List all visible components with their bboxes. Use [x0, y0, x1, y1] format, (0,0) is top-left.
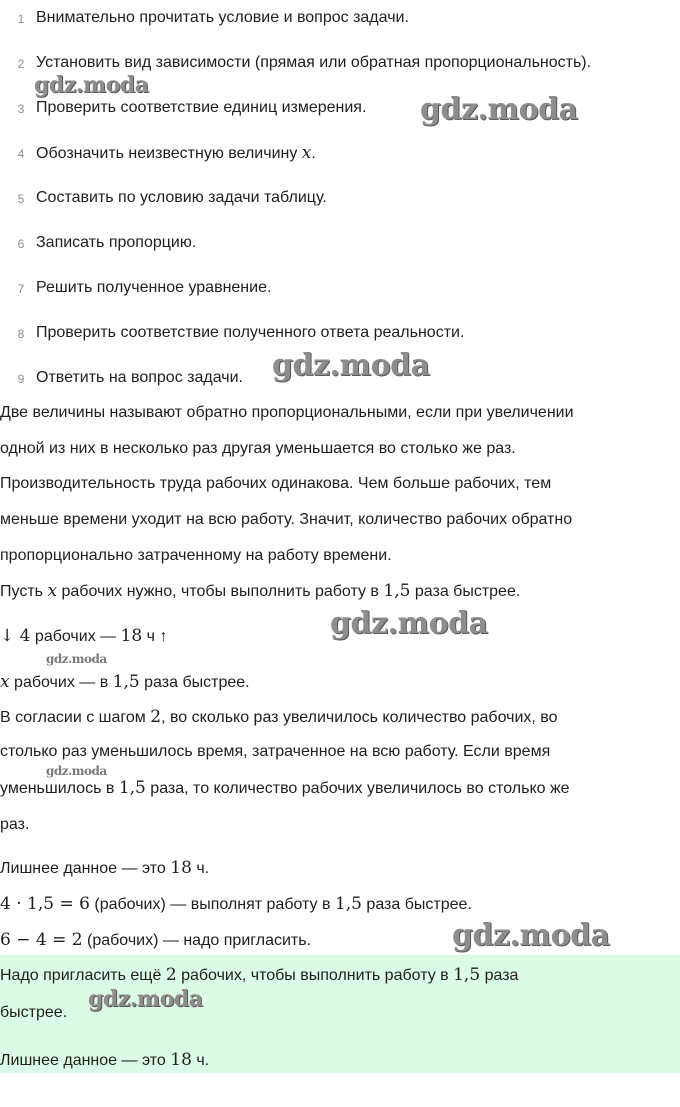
definition-line: одной из них в несколько раз другая уменьшается во столько же раз.	[0, 440, 516, 457]
explanation-line: меньше времени уходит на всю работу. Значит, количество рабочих обратно	[0, 511, 573, 528]
calculation-line	[0, 928, 311, 953]
explanation-line: пропорционально затраченному на работу времени.	[0, 547, 392, 564]
step-text: Составить по условию задачи таблицу.	[36, 189, 327, 206]
step-number: 2	[17, 57, 25, 71]
text: уменьшилось в	[0, 780, 119, 797]
text: Лишнее данное — это	[0, 1052, 171, 1069]
math-number: 18	[170, 858, 192, 878]
step-item	[0, 96, 680, 120]
text: рабочих, чтобы выполнить работу в	[176, 967, 454, 984]
step-number: 5	[17, 192, 25, 206]
math-number: 1,5	[112, 672, 140, 692]
watermark: gdz.moda	[34, 72, 149, 98]
step-number: 3	[17, 102, 25, 116]
watermark: gdz.moda	[46, 764, 107, 778]
step-text-main: Обозначить неизвестную величину	[36, 145, 302, 162]
table-row-2	[0, 670, 250, 695]
watermark: gdz.moda	[420, 92, 578, 127]
step-item	[0, 141, 680, 165]
text: рабочих нужно, чтобы выполнить работу в	[57, 583, 384, 600]
math-number: 1,5	[334, 894, 362, 914]
definition-line: Две величины называют обратно пропорциональными, если при увеличении	[0, 404, 574, 421]
text: ч ↑	[142, 628, 168, 645]
text: раза быстрее.	[410, 583, 521, 600]
math-number: 1,5	[383, 581, 411, 601]
watermark: gdz.moda	[272, 348, 430, 383]
math-number: 1,5	[453, 965, 481, 985]
step-number: 1	[17, 12, 25, 26]
step-text: Решить полученное уравнение.	[36, 279, 272, 296]
step-text	[36, 141, 316, 166]
reasoning-line: раз.	[0, 816, 30, 833]
step-text: Установить вид зависимости (прямая или обратная пропорциональность).	[36, 54, 592, 71]
math-number: 18	[120, 626, 143, 646]
step-number: 7	[17, 282, 25, 296]
reasoning-line	[0, 705, 558, 730]
text: раза быстрее.	[139, 674, 250, 691]
step-text: Внимательно прочитать условие и вопрос задачи.	[36, 9, 409, 26]
text: Лишнее данное — это	[0, 860, 171, 877]
extra-data-line	[0, 856, 209, 881]
watermark: gdz.moda	[46, 652, 107, 666]
reasoning-line	[0, 776, 570, 801]
text: раза быстрее.	[361, 896, 472, 913]
text: рабочих —	[30, 628, 121, 645]
math-variable: x	[0, 672, 10, 692]
math-number: 2	[165, 965, 177, 985]
reasoning-line: столько раз уменьшилось время, затраченное на всю работу. Если время	[0, 743, 551, 760]
step-item	[0, 6, 680, 30]
math-expression: 6 − 4 = 2	[0, 930, 83, 950]
table-row-1	[0, 624, 167, 649]
text: В согласии с шагом	[0, 709, 151, 726]
text: ч.	[191, 860, 210, 877]
answer-extra-line	[0, 1048, 209, 1073]
watermark: gdz.moda	[330, 606, 488, 641]
step-number: 6	[17, 237, 25, 251]
step-text: Проверить соответствие единиц измерения.	[36, 99, 367, 116]
math-variable: x	[47, 581, 58, 601]
step-item	[0, 276, 680, 300]
calculation-line	[0, 892, 472, 917]
text: (рабочих) — надо пригласить.	[82, 932, 312, 949]
text: ч.	[191, 1052, 210, 1069]
let-statement	[0, 579, 520, 604]
math-number: 2	[150, 707, 162, 727]
step-text-tail: .	[311, 145, 316, 162]
step-number: 4	[17, 147, 25, 161]
text: раза	[480, 967, 519, 984]
step-number: 8	[17, 327, 25, 341]
answer-block	[0, 955, 680, 1073]
watermark: gdz.moda	[88, 986, 203, 1012]
text: Надо пригласить ещё	[0, 967, 166, 984]
text: рабочих — в	[9, 674, 113, 691]
text: раза, то количество рабочих увеличилось во столько же	[145, 780, 570, 797]
answer-line: быстрее.	[0, 1004, 68, 1021]
step-item	[0, 186, 680, 210]
math-number: ↓ 4	[0, 626, 31, 646]
math-expression: 4 · 1,5 = 6	[0, 894, 90, 914]
math-number: 1,5	[118, 778, 146, 798]
step-number: 9	[17, 372, 25, 386]
watermark: gdz.moda	[452, 918, 610, 953]
math-variable: x	[301, 143, 312, 163]
step-item	[0, 231, 680, 255]
answer-line	[0, 963, 518, 988]
step-text: Записать пропорцию.	[36, 234, 197, 251]
math-number: 18	[170, 1050, 192, 1070]
text: Пусть	[0, 583, 48, 600]
step-text: Проверить соответствие полученного ответа реальности.	[36, 324, 465, 341]
explanation-line: Производительность труда рабочих одинакова. Чем больше рабочих, тем	[0, 475, 552, 492]
step-item	[0, 321, 680, 345]
step-text: Ответить на вопрос задачи.	[36, 369, 243, 386]
text: (рабочих) — выполнят работу в	[89, 896, 335, 913]
text: , во сколько раз увеличилось количество рабочих, во	[161, 709, 558, 726]
